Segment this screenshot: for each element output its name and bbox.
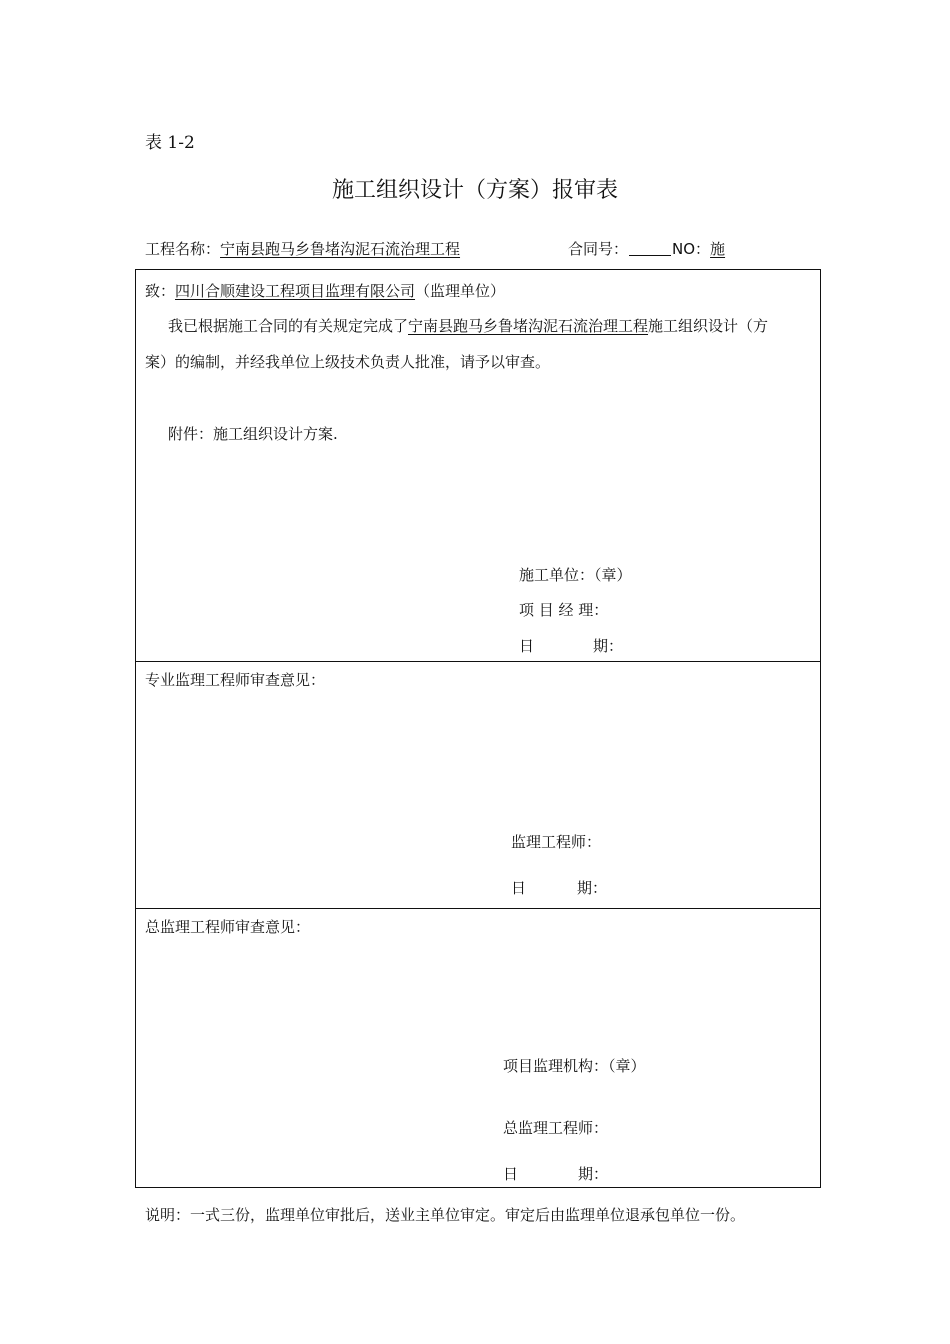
supervising-engineer-label: 监理工程师： bbox=[511, 833, 602, 851]
form-table bbox=[135, 269, 821, 1188]
row-divider-2 bbox=[135, 908, 821, 909]
contract-blank bbox=[629, 241, 671, 256]
body-line-2: 案）的编制，并经我单位上级技术负责人批准，请予以审查。 bbox=[145, 353, 551, 371]
body-prefix: 我已根据施工合同的有关规定完成了 bbox=[168, 317, 409, 335]
to-label: 致： bbox=[145, 282, 176, 300]
supervision-org-label: 项目监理机构：（章） bbox=[503, 1057, 646, 1075]
body-suffix: 施工组织设计（方 bbox=[648, 317, 769, 335]
project-name-row bbox=[145, 238, 460, 259]
chief-opinion-heading: 总监理工程师审查意见： bbox=[145, 918, 311, 936]
date-label-3b: 期： bbox=[578, 1165, 609, 1183]
date-label-3a: 日 bbox=[503, 1165, 519, 1183]
date-label-2a: 日 bbox=[511, 879, 527, 897]
project-manager-label: 项 目 经 理： bbox=[519, 601, 609, 619]
to-suffix: （监理单位） bbox=[415, 282, 506, 300]
contract-row bbox=[568, 238, 725, 259]
footnote: 说明：一式三份，监理单位审批后，送业主单位审定。审定后由监理单位退承包单位一份。 bbox=[145, 1206, 746, 1224]
specialist-opinion-heading: 专业监理工程师审查意见： bbox=[145, 671, 326, 689]
project-label: 工程名称： bbox=[145, 240, 221, 258]
form-number: 表 1-2 bbox=[145, 133, 195, 153]
no-label: NO： bbox=[672, 240, 711, 258]
supervisor-company: 四川合顺建设工程项目监理有限公司 bbox=[175, 282, 416, 300]
date-label-1a: 日 bbox=[519, 637, 535, 655]
date-label-2b: 期： bbox=[577, 879, 608, 897]
date-label-1b: 期： bbox=[593, 637, 624, 655]
body-line-1 bbox=[168, 315, 768, 336]
attachment-line: 附件：施工组织设计方案. bbox=[168, 425, 338, 443]
body-project: 宁南县跑马乡鲁堵沟泥石流治理工程 bbox=[408, 317, 649, 335]
contract-label: 合同号： bbox=[568, 240, 629, 258]
chief-engineer-label: 总监理工程师： bbox=[503, 1119, 609, 1137]
no-value: 施 bbox=[710, 240, 726, 258]
project-name: 宁南县跑马乡鲁堵沟泥石流治理工程 bbox=[220, 240, 461, 258]
form-title: 施工组织设计（方案）报审表 bbox=[331, 178, 618, 203]
addressee-row bbox=[145, 280, 505, 301]
row-divider-1 bbox=[135, 661, 821, 662]
construction-unit-label: 施工单位：（章） bbox=[519, 566, 632, 584]
